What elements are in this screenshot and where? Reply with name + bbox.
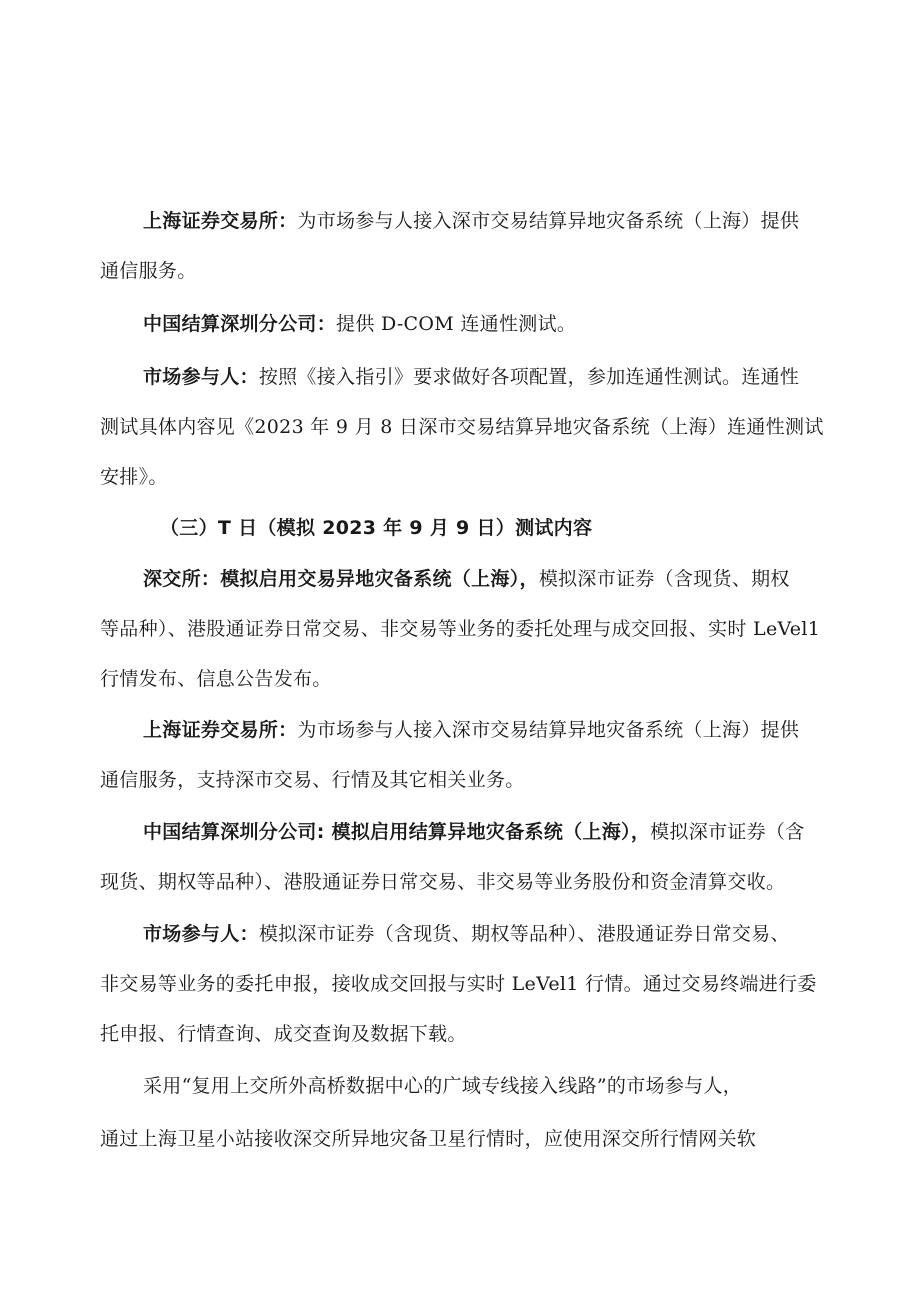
p2-line-1 (143, 311, 576, 337)
p7-line-1 (143, 921, 790, 947)
p2-text-1: 提供 D-COM 连通性测试。 (336, 313, 577, 335)
p5-line-2: 通信服务，支持深市交易、行情及其它相关业务。 (100, 769, 525, 791)
p6-label: 中国结算深圳分公司: 模拟启用结算异地灾备系统（上海）， (143, 821, 651, 843)
p1-label: 上海证券交易所： (143, 210, 298, 232)
p4-line-1 (143, 566, 790, 592)
p5-label: 上海证券交易所： (143, 719, 298, 741)
p6-line-1 (143, 819, 805, 845)
p7-line-3: 托申报、行情查询、成交查询及数据下载。 (100, 1023, 467, 1045)
p7-line-2: 非交易等业务的委托申报，接收成交回报与实时 LeVel1 行情。通过交易终端进行委 (100, 973, 817, 995)
p3-line-3: 安排》。 (100, 466, 168, 488)
p7-label: 市场参与人： (143, 923, 259, 945)
p3-text-1: 按照《接入指引》要求做好各项配置，参加连通性测试。连通性 (258, 366, 800, 388)
section-heading: （三）T 日（模拟 2023 年 9 月 9 日）测试内容 (160, 517, 593, 539)
p8-line-2: 通过上海卫星小站接收深交所异地灾备卫星行情时，应使用深交所行情网关软 (100, 1128, 757, 1150)
p6-line-2: 现货、期权等品种）、港股通证券日常交易、非交易等业务股份和资金清算交收。 (100, 871, 786, 893)
p5-line-1 (143, 717, 799, 743)
p4-line-2: 等品种）、港股通证券日常交易、非交易等业务的委托处理与成交回报、实时 LeVel1 (100, 618, 821, 640)
p1-line-1 (143, 208, 799, 234)
p3-label: 市场参与人： (143, 366, 259, 388)
p2-label: 中国结算深圳分公司： (143, 313, 337, 335)
p5-text-1: 为市场参与人接入深市交易结算异地灾备系统（上海）提供 (297, 719, 800, 741)
p4-label: 深交所：模拟启用交易异地灾备系统（上海）， (143, 568, 539, 590)
p8-line-1: 采用“复用上交所外高桥数据中心的广域专线接入线路”的市场参与人， (143, 1075, 743, 1097)
p4-text-1: 模拟深市证券（含现货、期权 (538, 568, 790, 590)
p3-line-2: 测试具体内容见《2023 年 9 月 8 日深市交易结算异地灾备系统（上海）连通性测试 (100, 416, 824, 438)
p4-line-3: 行情发布、信息公告发布。 (100, 668, 332, 690)
p3-line-1 (143, 364, 799, 390)
p1-line-2: 通信服务。 (100, 260, 197, 282)
p6-text-1: 模拟深市证券（含 (650, 821, 805, 843)
p7-text-1: 模拟深市证券（含现货、期权等品种）、港股通证券日常交易、 (258, 923, 790, 945)
p1-text-1: 为市场参与人接入深市交易结算异地灾备系统（上海）提供 (297, 210, 800, 232)
